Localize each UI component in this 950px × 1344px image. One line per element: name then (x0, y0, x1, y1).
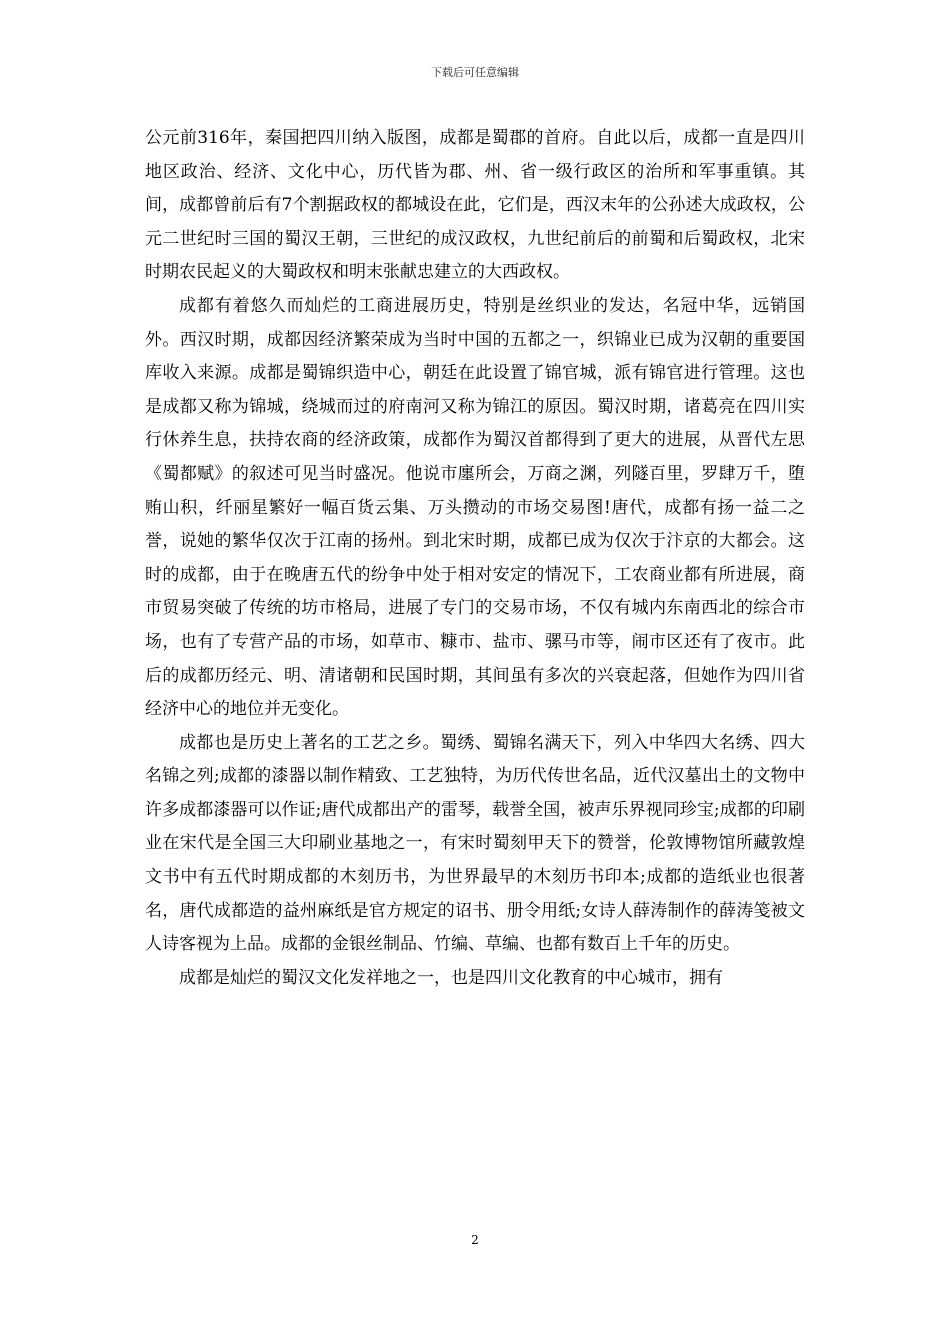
paragraph-4: 成都是灿烂的蜀汉文化发祥地之一，也是四川文化教育的中心城市，拥有 (179, 967, 723, 988)
page-header: 下载后可任意编辑 (431, 66, 519, 79)
body-text (145, 122, 805, 995)
paragraph-3: 成都也是历史上著名的工艺之乡。蜀绣、蜀锦名满天下，列入中华四大名绣、四大名锦之列;成都的漆器以制作精致、工艺独特，为历代传世名品，近代汉墓出土的文物中许多成都漆器可以作证;唐代成都出产的雷琴，载誉全国，被声乐界视同珍宝;成都的印刷业在宋代是全国三大印刷业基地之一，有宋时蜀刻甲天下的赞誉，伦敦博物馆所藏敦煌文书中有五代时期成都的木刻历书，为世界最早的木刻历书印本;成都的造纸业也很著名，唐代成都造的益州麻纸是官方规定的诏书、册令用纸;女诗人薛涛制作的薛涛笺被文人诗客视为上品。成都的金银丝制品、竹编、草编、也都有数百上千年的历史。 (145, 732, 805, 955)
page-number: 2 (471, 1233, 479, 1247)
paragraph-1: 公元前316年，秦国把四川纳入版图，成都是蜀郡的首府。自此以后，成都一直是四川地区政治、经济、文化中心，历代皆为郡、州、省一级行政区的治所和军事重镇。其间，成都曾前后有7个割据政权的都城设在此，它们是，西汉末年的公孙述大成政权，公元二世纪时三国的蜀汉王朝，三世纪的成汉政权，九世纪前后的前蜀和后蜀政权，北宋时期农民起义的大蜀政权和明末张献忠建立的大西政权。 (145, 128, 805, 283)
paragraph-2: 成都有着悠久而灿烂的工商进展历史，特别是丝织业的发达，名冠中华，远销国外。西汉时期，成都因经济繁荣成为当时中国的五都之一，织锦业已成为汉朝的重要国库收入来源。成都是蜀锦织造中心，朝廷在此设置了锦官城，派有锦官进行管理。这也是成都又称为锦城，绕城而过的府南河又称为锦江的原因。蜀汉时期，诸葛亮在四川实行休养生息，扶持农商的经济政策，成都作为蜀汉首都得到了更大的进展，从晋代左思《蜀都赋》的叙述可见当时盛况。他说市廛所会，万商之渊，列隧百里，罗肆万千，堕贿山积，纤丽星繁好一幅百货云集、万头攒动的市场交易图!唐代，成都有扬一益二之誉，说她的繁华仅次于江南的扬州。到北宋时期，成都已成为仅次于汴京的大都会。这时的成都，由于在晚唐五代的纷争中处于相对安定的情况下，工农商业都有所进展，商市贸易突破了传统的坊市格局，进展了专门的交易市场，不仅有城内东南西北的综合市场，也有了专营产品的市场，如草市、糠市、盐市、骡马市等，闹市区还有了夜市。此后的成都历经元、明、清诸朝和民国时期，其间虽有多次的兴衰起落，但她作为四川省经济中心的地位并无变化。 (145, 295, 805, 720)
